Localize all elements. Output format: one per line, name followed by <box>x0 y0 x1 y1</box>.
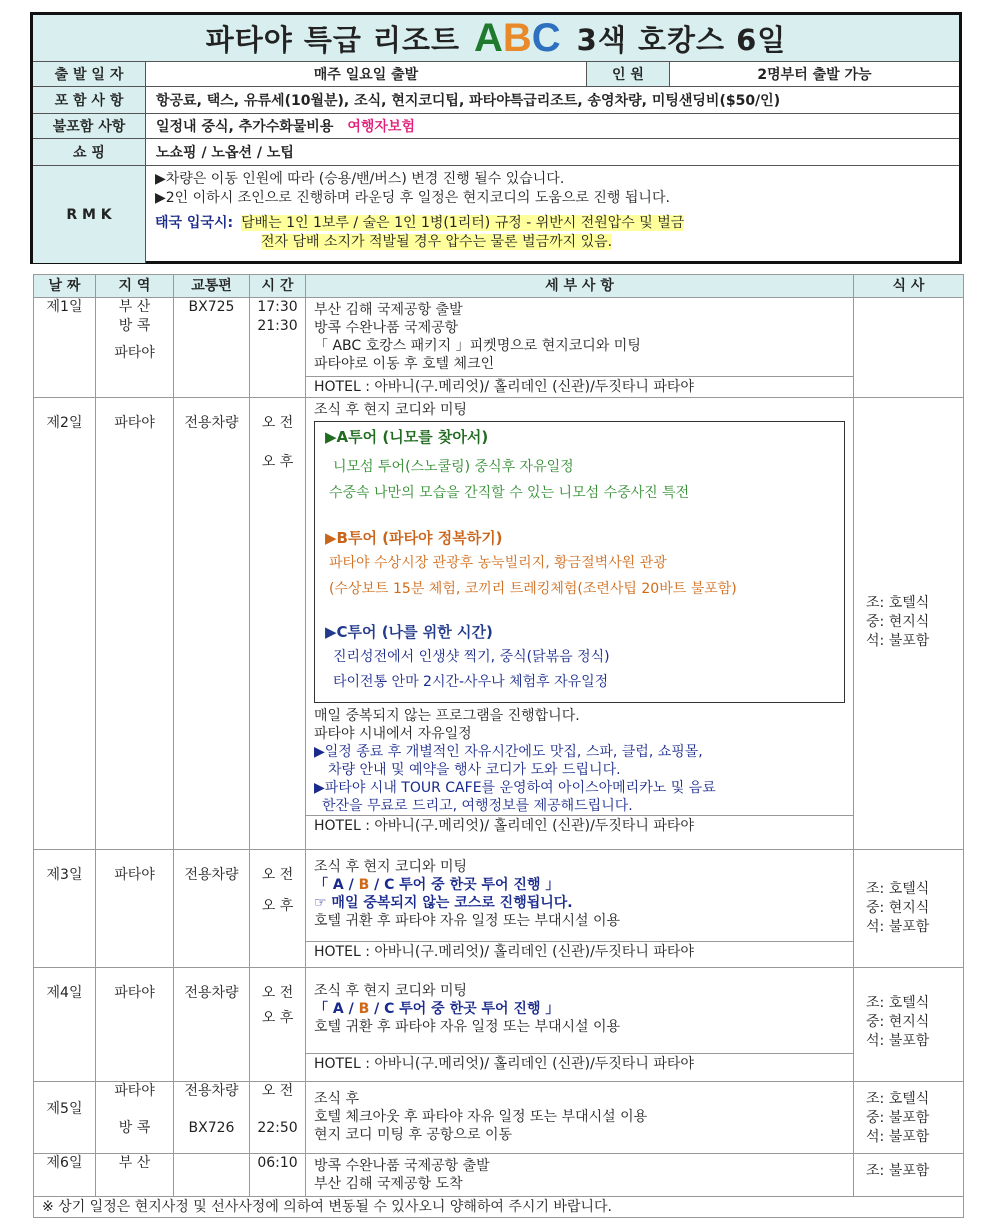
detail-cell: 방콕 수완나품 국제공항 출발 부산 김해 국제공항 도착 <box>306 1154 854 1197</box>
people-value: 2명부터 출발 가능 <box>757 67 872 83</box>
depart-label: 출 발 일 자 <box>33 62 146 86</box>
table-row: 제5일 파타야 방 콕 전용차량 BX726 오 전 22:50 조식 후 호텔 체크아웃 후 파타야 자유 일정 또는 부대시설 이용 현지 코디 미팅 후 공항으로 이동 조: 호텔식 중: 불포함 석: 불포함 <box>34 1082 964 1154</box>
meal-cell: 조: 불포함 <box>854 1154 964 1197</box>
exclude-value: 일정내 중식, 추가수화물비용 <box>156 119 334 135</box>
region-cell: 파타야 <box>96 850 174 968</box>
tour-options-box: ▶A투어 (니모를 찾아서) 니모섬 투어(스노쿨링) 중식후 자유일정 수중속 나만의 모습을 간직할 수 있는 니모섬 수중사진 특전 ▶B투어 (파타야 정복하기) 파타야 수상시장 관광후 농눅빌리지, 황금절벽사원 관광 (수상보트 15분 체험, 코끼리 트레킹체험(조련사팁 20바트 불포함) ▶C투어 (나를 위한 시간) 진리성전에서 인생샷 찍기, 중식(닭볶음 정식) 타이전통 안마 2시간-사우나 체험후 자유일정 <box>314 421 845 703</box>
entry-label: 태국 입국시: <box>155 215 234 231</box>
table-row: 제4일 파타야 전용차량 오 전 오 후 조식 후 현지 코디와 미팅 「 A / B / C 투어 중 한곳 투어 진행 」 호텔 귀환 후 파타야 자유 일정 또는 부대시설 이용 HOTEL : 아바니(구.메리엇)/ 홀리데인 (신관)/두짓타니 파타야 조: 호텔식 중: 현지식 석: 불포함 <box>34 968 964 1082</box>
detail-cell: 조식 후 현지 코디와 미팅 ▶A투어 (니모를 찾아서) 니모섬 투어(스노쿨링) 중식후 자유일정 수중속 나만의 모습을 간직할 수 있는 니모섬 수중사진 특전 ▶B투어 (파타야 정복하기) 파타야 수상시장 관광후 농눅빌리지, 황금절벽사원 관광 (수상보트 15분 체험, 코끼리 트레킹체험(조련사팁 20바트 불포함) ▶C투어 (나를 위한 시간) 진리성전에서 인생샷 찍기, 중식(닭볶음 정식) 타이전통 안마 2시간-사우나 체험후 자유일정 매일 중복되지 않는 프로그램을 진행합니다. 파타야 시내에서 자유일정 ▶일정 종료 후 개별적인 자유시간에도 맛집, 스파, 클럽, 쇼핑몰, 차량 안내 및 예약을 행사 코디가 도와 드립니다. ▶파타야 시내 TOUR CAFE를 운영하여 아이스아메리카노 및 음료 한잔을 무료로 드리고, 여행정보를 제공해드립니다. HOTEL : 아바니(구.메리엇)/ 홀리데인 (신관)/두짓타니 파타야 <box>306 398 854 850</box>
exclude-row <box>33 114 959 139</box>
meal-cell: 조: 호텔식 중: 현지식 석: 불포함 <box>854 850 964 968</box>
footer-note: ※ 상기 일정은 현지사정 및 선사사정에 의하여 변동될 수 있사오니 양해하여 주시기 바랍니다. <box>34 1197 964 1218</box>
itinerary-table <box>33 274 964 1218</box>
day-cell: 제2일 <box>34 398 96 850</box>
transport-cell: 전용차량 <box>174 398 250 850</box>
time-cell: 06:10 <box>250 1154 306 1197</box>
meal-cell <box>854 298 964 398</box>
detail-cell: 조식 후 호텔 체크아웃 후 파타야 자유 일정 또는 부대시설 이용 현지 코디 미팅 후 공항으로 이동 <box>306 1082 854 1154</box>
include-row <box>33 87 959 114</box>
page-title <box>33 15 959 62</box>
summary-box <box>30 12 962 264</box>
remark-row <box>33 166 959 263</box>
hotel-line: HOTEL : 아바니(구.메리엇)/ 홀리데인 (신관)/두짓타니 파타야 <box>306 1053 853 1074</box>
hotel-line: HOTEL : 아바니(구.메리엇)/ 홀리데인 (신관)/두짓타니 파타야 <box>306 815 853 836</box>
day-cell: 제1일 <box>34 298 96 398</box>
col-region: 지 역 <box>96 275 174 298</box>
meal-cell: 조: 호텔식 중: 불포함 석: 불포함 <box>854 1082 964 1154</box>
transport-cell: BX725 <box>174 298 250 398</box>
title-text-end: 3색 호캉스 6일 <box>576 22 787 57</box>
transport-cell: 전용차량 <box>174 968 250 1082</box>
transport-cell: 전용차량 <box>174 850 250 968</box>
hotel-line: HOTEL : 아바니(구.메리엇)/ 홀리데인 (신관)/두짓타니 파타야 <box>306 376 853 397</box>
detail-cell: 부산 김해 국제공항 출발 방콕 수완나품 국제공항 「 ABC 호캉스 패키지 」피켓명으로 현지코디와 미팅 파타야로 이동 후 호텔 체크인 HOTEL : 아바니(구.메리엇)/ 홀리데인 (신관)/두짓타니 파타야 <box>306 298 854 398</box>
region-cell: 부 산 <box>96 1154 174 1197</box>
detail-cell: 조식 후 현지 코디와 미팅 「 A / B / C 투어 중 한곳 투어 진행 」 호텔 귀환 후 파타야 자유 일정 또는 부대시설 이용 HOTEL : 아바니(구.메리엇)/ 홀리데인 (신관)/두짓타니 파타야 <box>306 968 854 1082</box>
remark-line: ▶2인 이하시 조인으로 진행하며 라운딩 후 일정은 현지코디의 도움으로 진행 됩니다. <box>155 190 670 206</box>
region-cell: 파타야 <box>96 968 174 1082</box>
shopping-value: 노쇼핑 / 노옵션 / 노팁 <box>156 145 294 161</box>
tour-b-title: ▶B투어 (파타야 정복하기) <box>325 529 503 547</box>
day-cell: 제5일 <box>34 1082 96 1154</box>
detail-cell: 조식 후 현지 코디와 미팅 「 A / B / C 투어 중 한곳 투어 진행 」 ☞ 매일 중복되지 않는 코스로 진행됩니다. 호텔 귀환 후 파타야 자유 일정 또는 부대시설 이용 HOTEL : 아바니(구.메리엇)/ 홀리데인 (신관)/두짓타니 파타야 <box>306 850 854 968</box>
tour-a-title: ▶A투어 (니모를 찾아서) <box>325 428 489 446</box>
depart-row <box>33 62 959 87</box>
tour-c-title: ▶C투어 (나를 위한 시간) <box>325 623 493 641</box>
table-row <box>34 1154 964 1197</box>
title-text: 파타야 특급 리조트 <box>205 22 460 57</box>
include-label: 포 함 사 항 <box>33 87 146 113</box>
people-label: 인 원 <box>587 62 670 86</box>
region-cell: 파타야 <box>96 398 174 850</box>
shopping-label: 쇼 핑 <box>33 139 146 165</box>
include-value: 항공료, 택스, 유류세(10월분), 조식, 현지코디팁, 파타야특급리조트, 송영차량, 미팅샌딩비($50/인) <box>156 93 781 109</box>
shopping-row <box>33 139 959 166</box>
day-cell: 제6일 <box>34 1154 96 1197</box>
day-cell: 제3일 <box>34 850 96 968</box>
exclude-insurance: 여행자보험 <box>347 119 415 135</box>
day-cell: 제4일 <box>34 968 96 1082</box>
hotel-line: HOTEL : 아바니(구.메리엇)/ 홀리데인 (신관)/두짓타니 파타야 <box>306 941 853 962</box>
table-header <box>34 275 964 298</box>
meal-cell: 조: 호텔식 중: 현지식 석: 불포함 <box>854 968 964 1082</box>
col-transport: 교통편 <box>174 275 250 298</box>
table-row: 제3일 파타야 전용차량 오 전 오 후 조식 후 현지 코디와 미팅 「 A / B / C 투어 중 한곳 투어 진행 」 ☞ 매일 중복되지 않는 코스로 진행됩니다. 호텔 귀환 후 파타야 자유 일정 또는 부대시설 이용 HOTEL : 아바니(구.메리엇)/ 홀리데인 (신관)/두짓타니 파타야 조: 호텔식 중: 현지식 석: 불포함 <box>34 850 964 968</box>
meal-cell: 조: 호텔식 중: 현지식 석: 불포함 <box>854 398 964 850</box>
table-row: 제1일 부 산 방 콕 파타야 BX725 17:30 21:30 부산 김해 국제공항 출발 방콕 수완나품 국제공항 「 ABC 호캉스 패키지 」피켓명으로 현지코디와 미팅 파타야로 이동 후 호텔 체크인 HOTEL : 아바니(구.메리엇)/ 홀리데인 (신관)/두짓타니 파타야 <box>34 298 964 398</box>
entry-rule: 전자 담배 소지가 적발될 경우 압수는 물론 벌금까지 있음. <box>261 234 613 250</box>
col-meal: 식 사 <box>854 275 964 298</box>
table-row: 제2일 파타야 전용차량 오 전 오 후 조식 후 현지 코디와 미팅 ▶A투어 (니모를 찾아서) 니모섬 투어(스노쿨링) 중식후 자유일정 수중속 나만의 모습을 간직할 수 있는 니모섬 수중사진 특전 ▶B투어 (파타야 정복하기) 파타야 수상시장 관광후 농눅빌리지, 황금절벽사원 관광 (수상보트 15분 체험, 코끼리 트레킹체험(조련사팁 20바트 불포함) ▶C투어 (나를 위한 시간) 진리성전에서 인생샷 찍기, 중식(닭볶음 정식) 타이전통 안마 2시간-사우나 체험후 자유일정 매일 중복되지 않는 프로그램을 진행합니다. 파타야 시내에서 자유일정 ▶일정 종료 후 개별적인 자유시간에도 맛집, 스파, 클럽, 쇼핑몰, 차량 안내 및 예약을 행사 코디가 도와 드립니다. ▶파타야 시내 TOUR CAFE를 운영하여 아이스아메리카노 및 음료 한잔을 무료로 드리고, 여행정보를 제공해드립니다. HOTEL : 아바니(구.메리엇)/ 홀리데인 (신관)/두짓타니 파타야 조: 호텔식 중: 현지식 석: 불포함 <box>34 398 964 850</box>
footer-row <box>34 1197 964 1218</box>
remark-label: R M K <box>33 166 146 263</box>
entry-rule: 담배는 1인 1보루 / 술은 1인 1병(1리터) 규정 - 위반시 전원압수 및 벌금 <box>241 215 685 231</box>
col-day: 날 짜 <box>34 275 96 298</box>
remark-line: ▶차량은 이동 인원에 따라 (승용/밴/버스) 변경 진행 될수 있습니다. <box>155 171 565 187</box>
col-time: 시 간 <box>250 275 306 298</box>
exclude-label: 불포함 사항 <box>33 114 146 138</box>
depart-value: 매주 일요일 출발 <box>146 62 587 86</box>
transport-cell <box>174 1154 250 1197</box>
col-detail: 세 부 사 항 <box>306 275 854 298</box>
title-abc-logo: ABC <box>474 15 561 60</box>
